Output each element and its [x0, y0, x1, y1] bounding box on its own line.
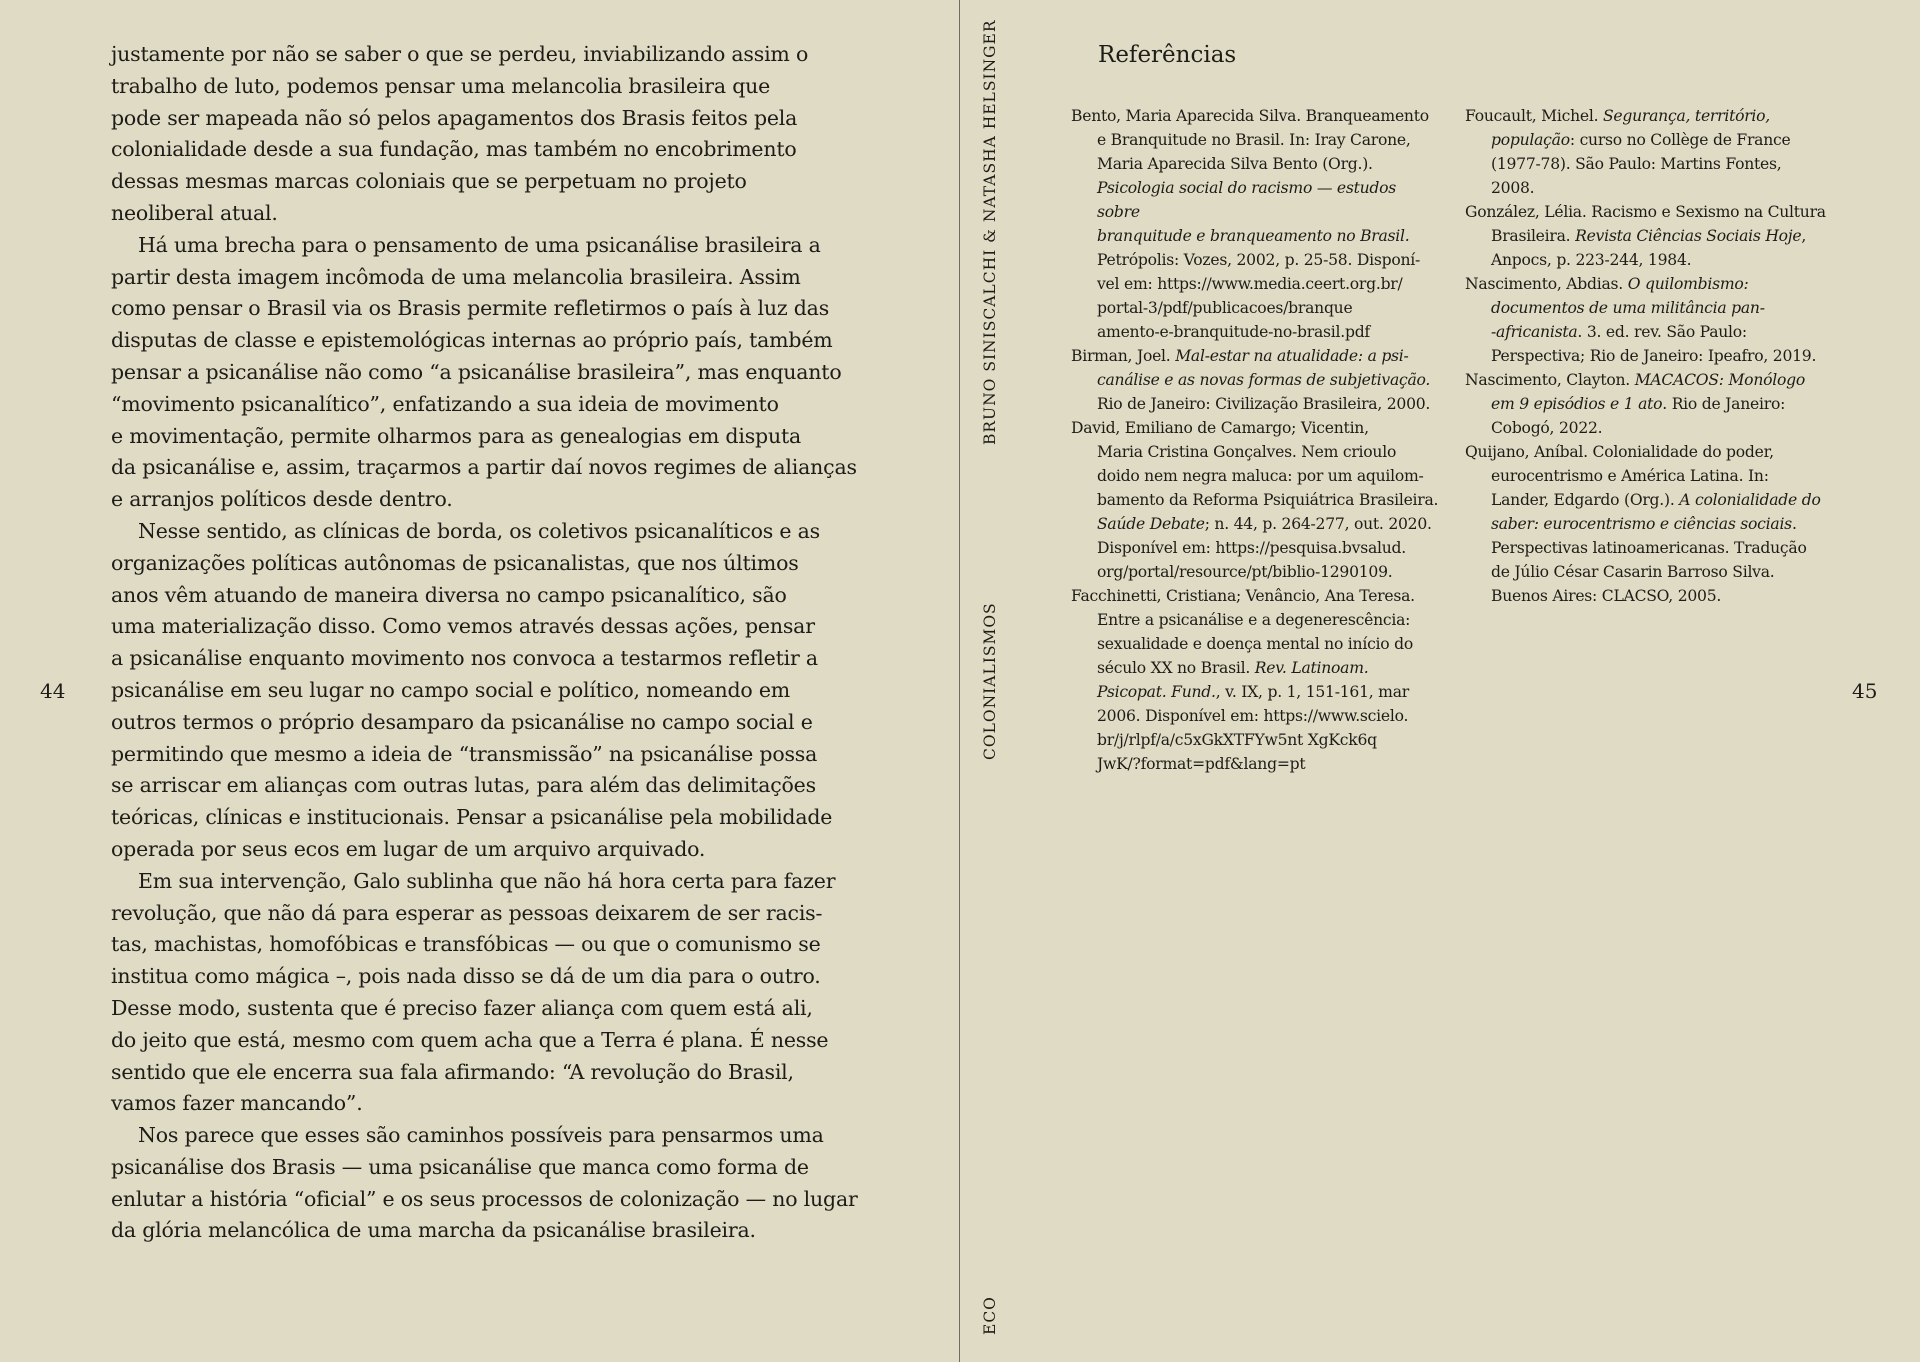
reference-line: Perspectiva; Rio de Janeiro: Ipeafro, 2019.: [1491, 347, 1817, 365]
body-line: pode ser mapeada não só pelos apagamentos dos Brasis feitos pela: [111, 105, 798, 130]
reference-line: doido nem negra maluca: por um aquilom-: [1097, 467, 1424, 485]
reference-line: -africanista. 3. ed. rev. São Paulo:: [1491, 323, 1747, 341]
body-line: da psicanálise e, assim, traçarmos a partir daí novos regimes de alianças: [111, 455, 857, 480]
body-line: disputas de classe e epistemológicas internas ao próprio país, também: [111, 328, 833, 353]
reference-line: Entre a psicanálise e a degenerescência:: [1097, 611, 1411, 629]
reference-line: Quijano, Aníbal. Colonialidade do poder,: [1465, 443, 1774, 461]
running-head-authors: BRUNO SINISCALCHI & NATASHA HELSINGER: [981, 19, 999, 445]
reference-entry: [1465, 272, 1837, 368]
reference-line: org/portal/resource/pt/biblio-1290109.: [1097, 563, 1393, 581]
reference-entry: [1465, 104, 1837, 200]
body-paragraph: [111, 866, 871, 1120]
reference-line: Bento, Maria Aparecida Silva. Branqueamento: [1071, 107, 1429, 125]
reference-line: Perspectivas latinoamericanas. Tradução: [1491, 539, 1807, 557]
reference-line: Birman, Joel. Mal-estar na atualidade: a psi-: [1071, 347, 1409, 365]
reference-line: Brasileira. Revista Ciências Sociais Hoje,: [1491, 227, 1807, 245]
body-paragraph: [111, 1120, 871, 1247]
body-paragraph: [111, 230, 871, 516]
reference-line: Saúde Debate; n. 44, p. 264-277, out. 2020.: [1097, 515, 1432, 533]
body-line: se arriscar em alianças com outras lutas, para além das delimitações: [111, 773, 816, 798]
body-line: psicanálise em seu lugar no campo social e político, nomeando em: [111, 677, 791, 702]
body-line: “movimento psicanalítico”, enfatizando a sua ideia de movimento: [111, 391, 779, 416]
body-line: como pensar o Brasil via os Brasis permite refletirmos o país à luz das: [111, 296, 830, 321]
body-line: operada por seus ecos em lugar de um arquivo arquivado.: [111, 836, 706, 861]
reference-entry: [1465, 200, 1837, 272]
body-line: do jeito que está, mesmo com quem acha que a Terra é plana. É nesse: [111, 1027, 829, 1052]
body-line: a psicanálise enquanto movimento nos convoca a testarmos refletir a: [111, 646, 818, 671]
reference-line: em 9 episódios e 1 ato. Rio de Janeiro:: [1491, 395, 1786, 413]
reference-line: Nascimento, Abdias. O quilombismo:: [1465, 275, 1749, 293]
references-heading: Referências: [1098, 42, 1237, 68]
body-line: trabalho de luto, podemos pensar uma melancolia brasileira que: [111, 73, 771, 98]
running-head-series: COLONIALISMOS: [981, 602, 999, 760]
body-paragraph: [111, 516, 871, 866]
body-line: tas, machistas, homofóbicas e transfóbicas — ou que o comunismo se: [111, 932, 821, 957]
left-page-number: 44: [40, 679, 66, 703]
body-line: e arranjos políticos desde dentro.: [111, 487, 453, 512]
reference-line: documentos de uma militância pan-: [1491, 299, 1765, 317]
body-line: neoliberal atual.: [111, 200, 278, 225]
reference-entry: [1465, 440, 1837, 608]
reference-line: de Júlio César Casarin Barroso Silva.: [1491, 563, 1775, 581]
reference-line: população: curso no Collège de France: [1491, 131, 1791, 149]
reference-line: Buenos Aires: CLACSO, 2005.: [1491, 587, 1722, 605]
running-head-journal: ECO: [981, 1296, 999, 1335]
body-line: Nos parece que esses são caminhos possíveis para pensarmos uma: [138, 1123, 824, 1148]
body-line: partir desta imagem incômoda de uma melancolia brasileira. Assim: [111, 264, 801, 289]
body-line: Desse modo, sustenta que é preciso fazer aliança com quem está ali,: [111, 995, 813, 1020]
body-line: Há uma brecha para o pensamento de uma psicanálise brasileira a: [138, 232, 821, 257]
reference-line: portal-3/pdf/publicacoes/branque: [1097, 299, 1353, 317]
body-line: Em sua intervenção, Galo sublinha que não há hora certa para fazer: [138, 868, 836, 893]
main-body-text: [111, 39, 871, 1247]
body-line: dessas mesmas marcas coloniais que se perpetuam no projeto: [111, 169, 747, 194]
body-line: organizações políticas autônomas de psicanalistas, que nos últimos: [111, 550, 799, 575]
body-line: sentido que ele encerra sua fala afirmando: “A revolução do Brasil,: [111, 1059, 794, 1084]
body-line: colonialidade desde a sua fundação, mas também no encobrimento: [111, 137, 797, 162]
reference-line: Rio de Janeiro: Civilização Brasileira, 2000.: [1097, 395, 1431, 413]
reference-line: Psicologia social do racismo — estudos sobre: [1097, 179, 1397, 221]
body-line: Nesse sentido, as clínicas de borda, os coletivos psicanalíticos e as: [138, 518, 820, 543]
body-line: revolução, que não dá para esperar as pessoas deixarem de ser racis-: [111, 900, 823, 925]
body-line: uma materialização disso. Como vemos através dessas ações, pensar: [111, 614, 815, 639]
reference-entry: [1071, 416, 1443, 584]
page-gutter-divider: [959, 0, 960, 1362]
body-line: e movimentação, permite olharmos para as genealogias em disputa: [111, 423, 802, 448]
reference-line: eurocentrismo e América Latina. In:: [1491, 467, 1769, 485]
reference-line: amento-e-branquitude-no-brasil.pdf: [1097, 323, 1370, 341]
reference-line: canálise e as novas formas de subjetivação.: [1097, 371, 1431, 389]
body-line: teóricas, clínicas e institucionais. Pensar a psicanálise pela mobilidade: [111, 805, 833, 830]
reference-line: 2006. Disponível em: https://www.scielo.: [1097, 707, 1409, 725]
body-line: vamos fazer mancando”.: [111, 1091, 363, 1116]
body-line: justamente por não se saber o que se perdeu, inviabilizando assim o: [111, 42, 809, 66]
reference-line: JwK/?format=pdf&lang=pt: [1097, 755, 1306, 773]
reference-line: Petrópolis: Vozes, 2002, p. 25-58. Disponí-: [1097, 251, 1421, 269]
reference-line: 2008.: [1491, 179, 1535, 197]
reference-line: González, Lélia. Racismo e Sexismo na Cultura: [1465, 203, 1826, 221]
reference-line: e Branquitude no Brasil. In: Iray Carone,: [1097, 131, 1411, 149]
reference-line: br/j/rlpf/a/c5xGkXTFYw5nt XgKck6q: [1097, 731, 1377, 749]
reference-entry: [1071, 584, 1443, 776]
body-line: da glória melancólica de uma marcha da psicanálise brasileira.: [111, 1218, 756, 1243]
body-line: enlutar a história “oficial” e os seus processos de colonização — no lugar: [111, 1186, 858, 1211]
reference-entry: [1071, 104, 1443, 344]
reference-line: sexualidade e doença mental no início do: [1097, 635, 1414, 653]
reference-line: Cobogó, 2022.: [1491, 419, 1603, 437]
reference-line: Facchinetti, Cristiana; Venâncio, Ana Teresa.: [1071, 587, 1415, 605]
reference-line: Maria Cristina Gonçalves. Nem crioulo: [1097, 443, 1397, 461]
reference-line: bamento da Reforma Psiquiátrica Brasileira.: [1097, 491, 1439, 509]
body-line: institua como mágica –, pois nada disso se dá de um dia para o outro.: [111, 964, 821, 989]
reference-line: Foucault, Michel. Segurança, território,: [1465, 107, 1771, 125]
body-line: outros termos o próprio desamparo da psicanálise no campo social e: [111, 709, 813, 734]
body-line: anos vêm atuando de maneira diversa no campo psicanalítico, são: [111, 582, 787, 607]
reference-line: Disponível em: https://pesquisa.bvsalud.: [1097, 539, 1406, 557]
reference-line: David, Emiliano de Camargo; Vicentin,: [1071, 419, 1369, 437]
reference-line: Nascimento, Clayton. MACACOS: Monólogo: [1465, 371, 1805, 389]
reference-entry: [1071, 344, 1443, 416]
reference-line: Psicopat. Fund., v. IX, p. 1, 151-161, mar: [1097, 683, 1409, 701]
right-page-number: 45: [1852, 679, 1878, 703]
reference-line: branquitude e branqueamento no Brasil.: [1097, 227, 1410, 245]
reference-line: Maria Aparecida Silva Bento (Org.).: [1097, 155, 1373, 173]
body-line: pensar a psicanálise não como “a psicanálise brasileira”, mas enquanto: [111, 359, 842, 384]
reference-entry: [1465, 368, 1837, 440]
reference-line: saber: eurocentrismo e ciências sociais.: [1491, 515, 1797, 533]
body-line: psicanálise dos Brasis — uma psicanálise que manca como forma de: [111, 1154, 809, 1179]
body-line: permitindo que mesmo a ideia de “transmissão” na psicanálise possa: [111, 741, 818, 766]
reference-line: Lander, Edgardo (Org.). A colonialidade do: [1491, 491, 1821, 509]
reference-line: Anpocs, p. 223-244, 1984.: [1491, 251, 1692, 269]
reference-line: (1977-78). São Paulo: Martins Fontes,: [1491, 155, 1782, 173]
reference-line: século XX no Brasil. Rev. Latinoam.: [1097, 659, 1369, 677]
reference-line: vel em: https://www.media.ceert.org.br/: [1097, 275, 1403, 293]
references-column-1: [1071, 104, 1443, 776]
body-paragraph: [111, 39, 871, 230]
references-column-2: [1465, 104, 1837, 608]
